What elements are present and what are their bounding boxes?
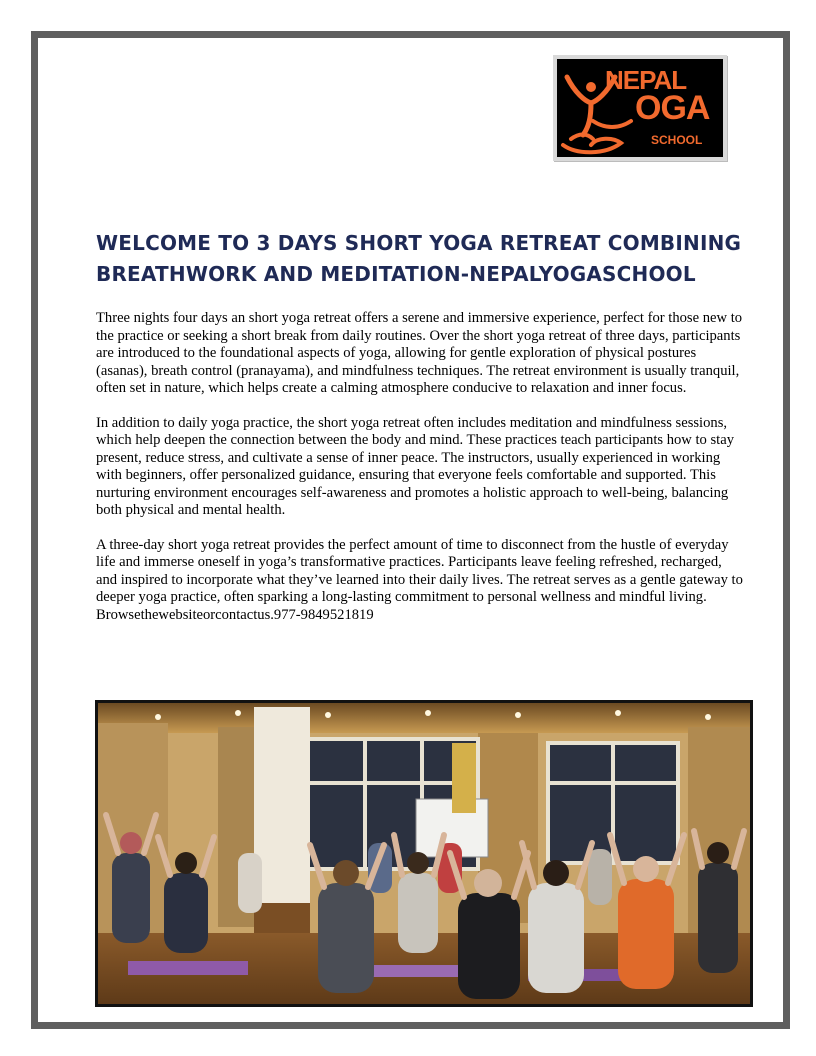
logo-text-nepal: NEPAL — [605, 65, 687, 95]
paragraph-3: A three-day short yoga retreat provides the perfect amount of time to disconnect from the hustle of everyday life and immerse oneself in yoga’s transformative practices. Participants leave feeling refreshed, recharged, and inspired to incorporate what they’ve learned into their daily lives. The retreat serves as a gentle gateway to deeper yoga practice, often sparking a long-lasting commitment to personal wellness and mindful living. — [96, 536, 743, 605]
yoga-class-illustration — [98, 703, 750, 1004]
yoga-class-photo — [95, 700, 753, 1007]
contact-line: Browsethewebsiteorcontactus.977-9849521819 — [96, 606, 374, 623]
article-body — [96, 310, 746, 641]
page-title: WELCOME TO 3 DAYS SHORT YOGA RETREAT COMBINING BREATHWORK AND MEDITATION-NEPALYOGASCHOOL — [96, 231, 742, 286]
logo-text-yoga: OGA — [635, 89, 710, 127]
paragraph-2: In addition to daily yoga practice, the short yoga retreat often includes meditation and mindfulness sessions, which help deepen the connection between the body and mind. These practices teach participants how to stay present, reduce stress, and cultivate a sense of inner peace. The instructors, usually experienced in working with beginners, offer personalized guidance, ensuring that everyone feels comfortable and supported. This nurturing environment encourages self-awareness and promotes a holistic approach to well-being, balancing both physical and mental health. — [96, 414, 734, 518]
logo-text-school: SCHOOL — [651, 133, 703, 147]
paragraph-1: Three nights four days an short yoga retreat offers a serene and immersive experience, perfect for those new to the practice or seeking a short break from daily routines. Over the short yoga retreat of three days, participants are introduced to the foundational aspects of yoga, allowing for gentle exploration of physical postures (asanas), breath control (pranayama), and mindfulness techniques. The retreat environment is usually tranquil, often set in nature, which helps create a calming atmosphere conducive to relaxation and inner focus. — [96, 310, 743, 396]
nepal-yoga-school-logo — [553, 55, 727, 161]
